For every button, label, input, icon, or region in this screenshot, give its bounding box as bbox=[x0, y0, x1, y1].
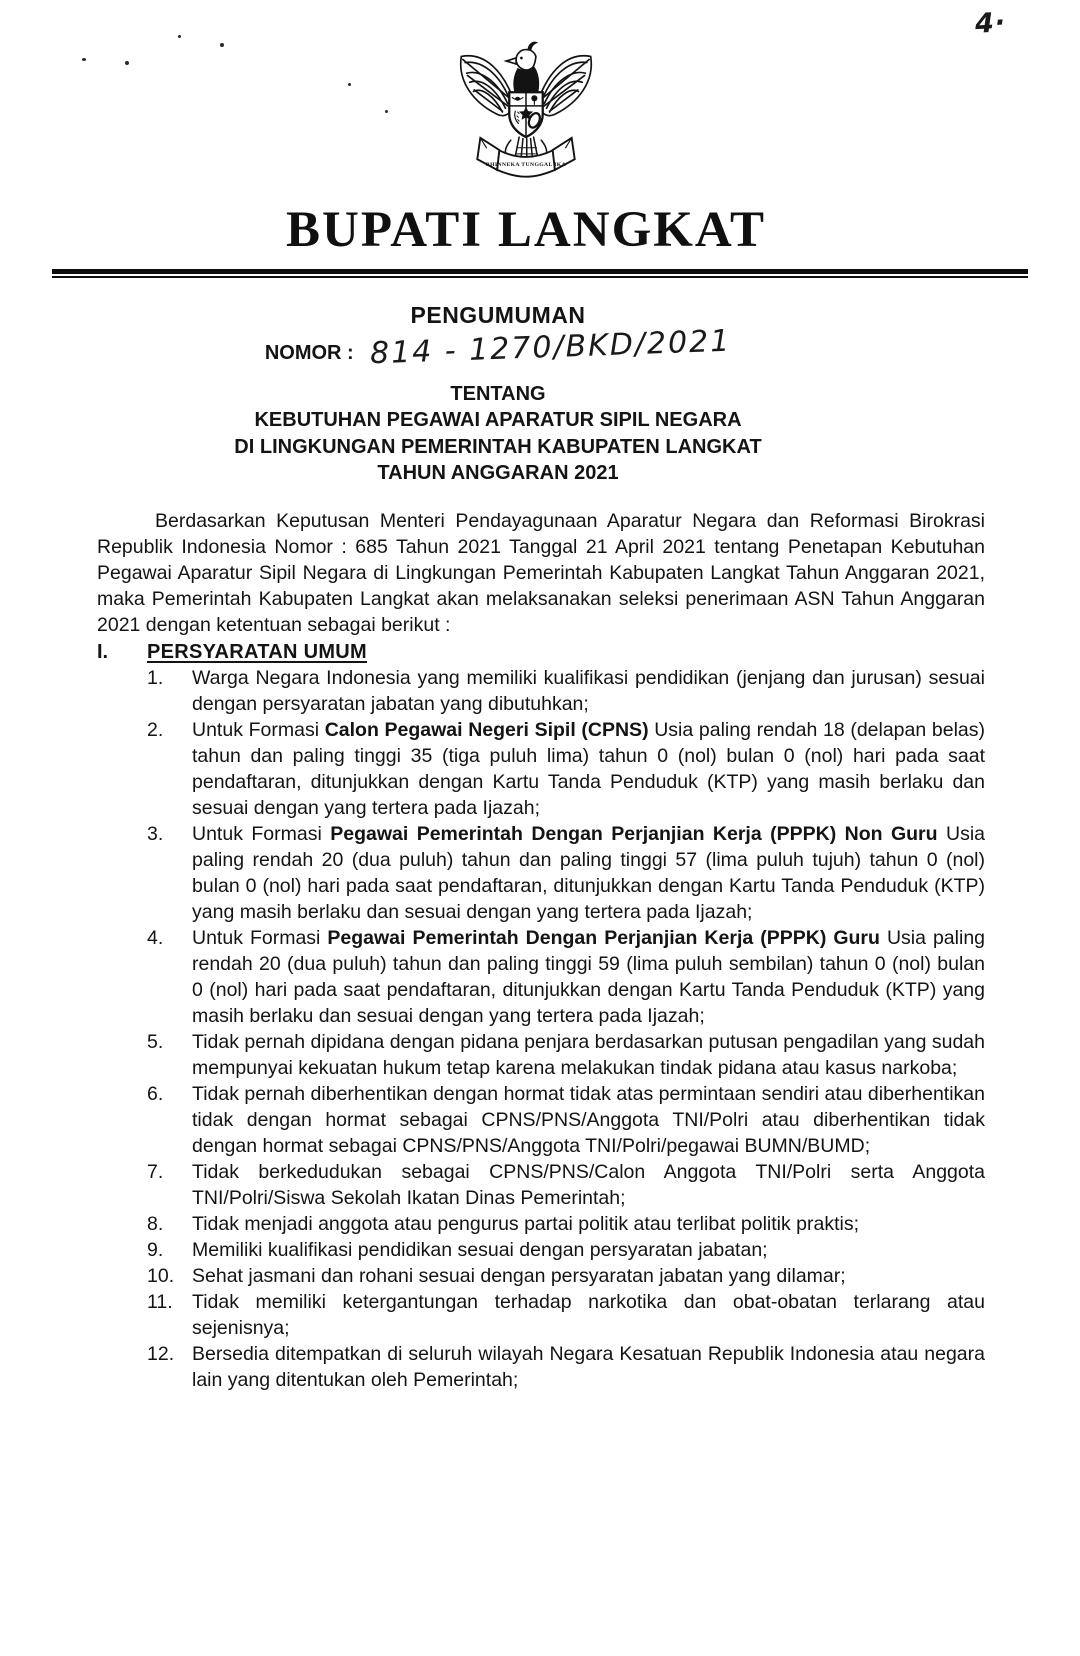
list-item-text: Untuk Formasi Calon Pegawai Negeri Sipil (CPNS) Usia paling rendah 18 (delapan belas) tahun dan paling tinggi 35 (tiga puluh lima) tahun 0 (nol) bulan 0 (nol) hari pada saat pendaftaran, ditunjukkan dengan Kartu Tanda Penduduk (KTP) yang masih berlaku dan sesuai dengan yang tertera pada Ijazah; bbox=[192, 718, 985, 819]
list-item bbox=[147, 717, 985, 821]
about-label: TENTANG bbox=[450, 383, 546, 405]
list-item bbox=[147, 821, 985, 925]
garuda-pancasila-icon bbox=[0, 26, 1066, 203]
list-item-text: Warga Negara Indonesia yang memiliki kualifikasi pendidikan (jenjang dan jurusan) sesuai dengan persyaratan jabatan yang dibutuhkan; bbox=[192, 666, 985, 715]
list-item-text: Untuk Formasi Pegawai Pemerintah Dengan Perjanjian Kerja (PPPK) Guru Usia paling rendah 20 (dua puluh) tahun dan paling tinggi 59 (lima puluh sembilan) tahun 0 (nol) bulan 0 (nol) hari pada saat pendaftaran, ditunjukkan dengan Kartu Tanda Penduduk (KTP) yang masih berlaku dan sesuai dengan yang tertera pada Ijazah; bbox=[192, 926, 986, 1027]
emblem-motto: BHINNEKA TUNGGAL IKA bbox=[485, 162, 567, 169]
list-item-text: Memiliki kualifikasi pendidikan sesuai dengan persyaratan jabatan; bbox=[192, 1238, 768, 1261]
list-item-number: 4. bbox=[147, 926, 164, 949]
list-item bbox=[147, 665, 985, 717]
announcement-number-row bbox=[0, 323, 1038, 372]
list-item bbox=[147, 1237, 985, 1263]
list-item-number: 9. bbox=[147, 1238, 164, 1261]
letterhead bbox=[0, 0, 1066, 256]
list-item-number: 6. bbox=[147, 1082, 164, 1105]
intro-paragraph: Berdasarkan Keputusan Menteri Pendayagunaan Aparatur Negara dan Reformasi Birokrasi Republik Indonesia Nomor : 685 Tahun 2021 Tanggal 21 April 2021 tentang Penetapan Kebutuhan Pegawai Aparatur Sipil Negara di Lingkungan Pemerintah Kabupaten Langkat Tahun Anggaran 2021, maka Pemerintah Kabupaten Langkat akan melaksanakan seleksi penerimaan ASN Tahun Anggaran 2021 dengan ketentuan sebagai berikut : bbox=[97, 509, 985, 636]
announcement-title-block bbox=[0, 302, 1038, 486]
requirements-list bbox=[147, 665, 985, 1393]
list-item bbox=[147, 1029, 985, 1081]
list-item bbox=[147, 1081, 985, 1159]
list-item-text: Untuk Formasi Pegawai Pemerintah Dengan Perjanjian Kerja (PPPK) Non Guru Usia paling rendah 20 (dua puluh) tahun dan paling tinggi 57 (lima puluh tujuh) tahun 0 (nol) bulan 0 (nol) hari pada saat pendaftaran, ditunjukkan dengan Kartu Tanda Penduduk (KTP) yang masih berlaku dan sesuai dengan yang tertera pada Ijazah; bbox=[192, 822, 986, 923]
subject-line: KEBUTUHAN PEGAWAI APARATUR SIPIL NEGARA bbox=[254, 409, 742, 431]
handwritten-page-number: 4· bbox=[974, 7, 1007, 40]
list-item-number: 12. bbox=[147, 1342, 175, 1365]
list-item-number: 11. bbox=[147, 1290, 173, 1313]
list-item-number: 3. bbox=[147, 822, 164, 845]
list-item bbox=[147, 1159, 985, 1211]
announcement-heading: PENGUMUMAN bbox=[410, 302, 586, 328]
list-item-text: Sehat jasmani dan rohani sesuai dengan persyaratan jabatan yang dilamar; bbox=[192, 1264, 846, 1287]
list-item bbox=[147, 1211, 985, 1237]
handwritten-number-value: 814 - 1270/BKD/2021 bbox=[369, 323, 732, 372]
list-item-number: 10. bbox=[147, 1264, 175, 1287]
section-1-heading bbox=[97, 639, 985, 665]
list-item-number: 1. bbox=[147, 666, 164, 689]
list-item bbox=[147, 925, 985, 1029]
subject-line: TAHUN ANGGARAN 2021 bbox=[377, 462, 619, 484]
list-item-text: Tidak pernah diberhentikan dengan hormat tidak atas permintaan sendiri atau diberhentikan tidak dengan hormat sebagai CPNS/PNS/Anggota TNI/Polri atau diberhentikan tidak dengan hormat sebagai CPNS/PNS/Anggota TNI/Polri/pegawai BUMN/BUMD; bbox=[192, 1082, 985, 1157]
section-title: PERSYARATAN UMUM bbox=[147, 640, 367, 663]
list-item-text: Tidak menjadi anggota atau pengurus partai politik atau terlibat politik praktis; bbox=[192, 1212, 859, 1235]
letterhead-title: BUPATI LANGKAT bbox=[286, 202, 766, 258]
letterhead-rule bbox=[52, 269, 1028, 278]
number-label: NOMOR : bbox=[264, 342, 354, 364]
list-item bbox=[147, 1289, 985, 1341]
list-item-number: 5. bbox=[147, 1030, 164, 1053]
list-item-number: 7. bbox=[147, 1160, 164, 1183]
section-numeral: I. bbox=[97, 640, 109, 663]
list-item-number: 8. bbox=[147, 1212, 164, 1235]
list-item bbox=[147, 1263, 985, 1289]
list-item-text: Tidak pernah dipidana dengan pidana penjara berdasarkan putusan pengadilan yang sudah mempunyai kekuatan hukum tetap karena melakukan tindak pidana atau kasus narkoba; bbox=[192, 1030, 985, 1079]
list-item-text: Bersedia ditempatkan di seluruh wilayah Negara Kesatuan Republik Indonesia atau negara lain yang ditentukan oleh Pemerintah; bbox=[192, 1342, 985, 1391]
list-item bbox=[147, 1341, 985, 1393]
list-item-number: 2. bbox=[147, 718, 164, 741]
subject-line: DI LINGKUNGAN PEMERINTAH KABUPATEN LANGKAT bbox=[234, 435, 762, 458]
list-item-text: Tidak berkedudukan sebagai CPNS/PNS/Calon Anggota TNI/Polri serta Anggota TNI/Polri/Siswa Sekolah Ikatan Dinas Pemerintah; bbox=[192, 1160, 985, 1209]
list-item-text: Tidak memiliki ketergantungan terhadap narkotika dan obat-obatan terlarang atau sejenisnya; bbox=[192, 1290, 985, 1339]
